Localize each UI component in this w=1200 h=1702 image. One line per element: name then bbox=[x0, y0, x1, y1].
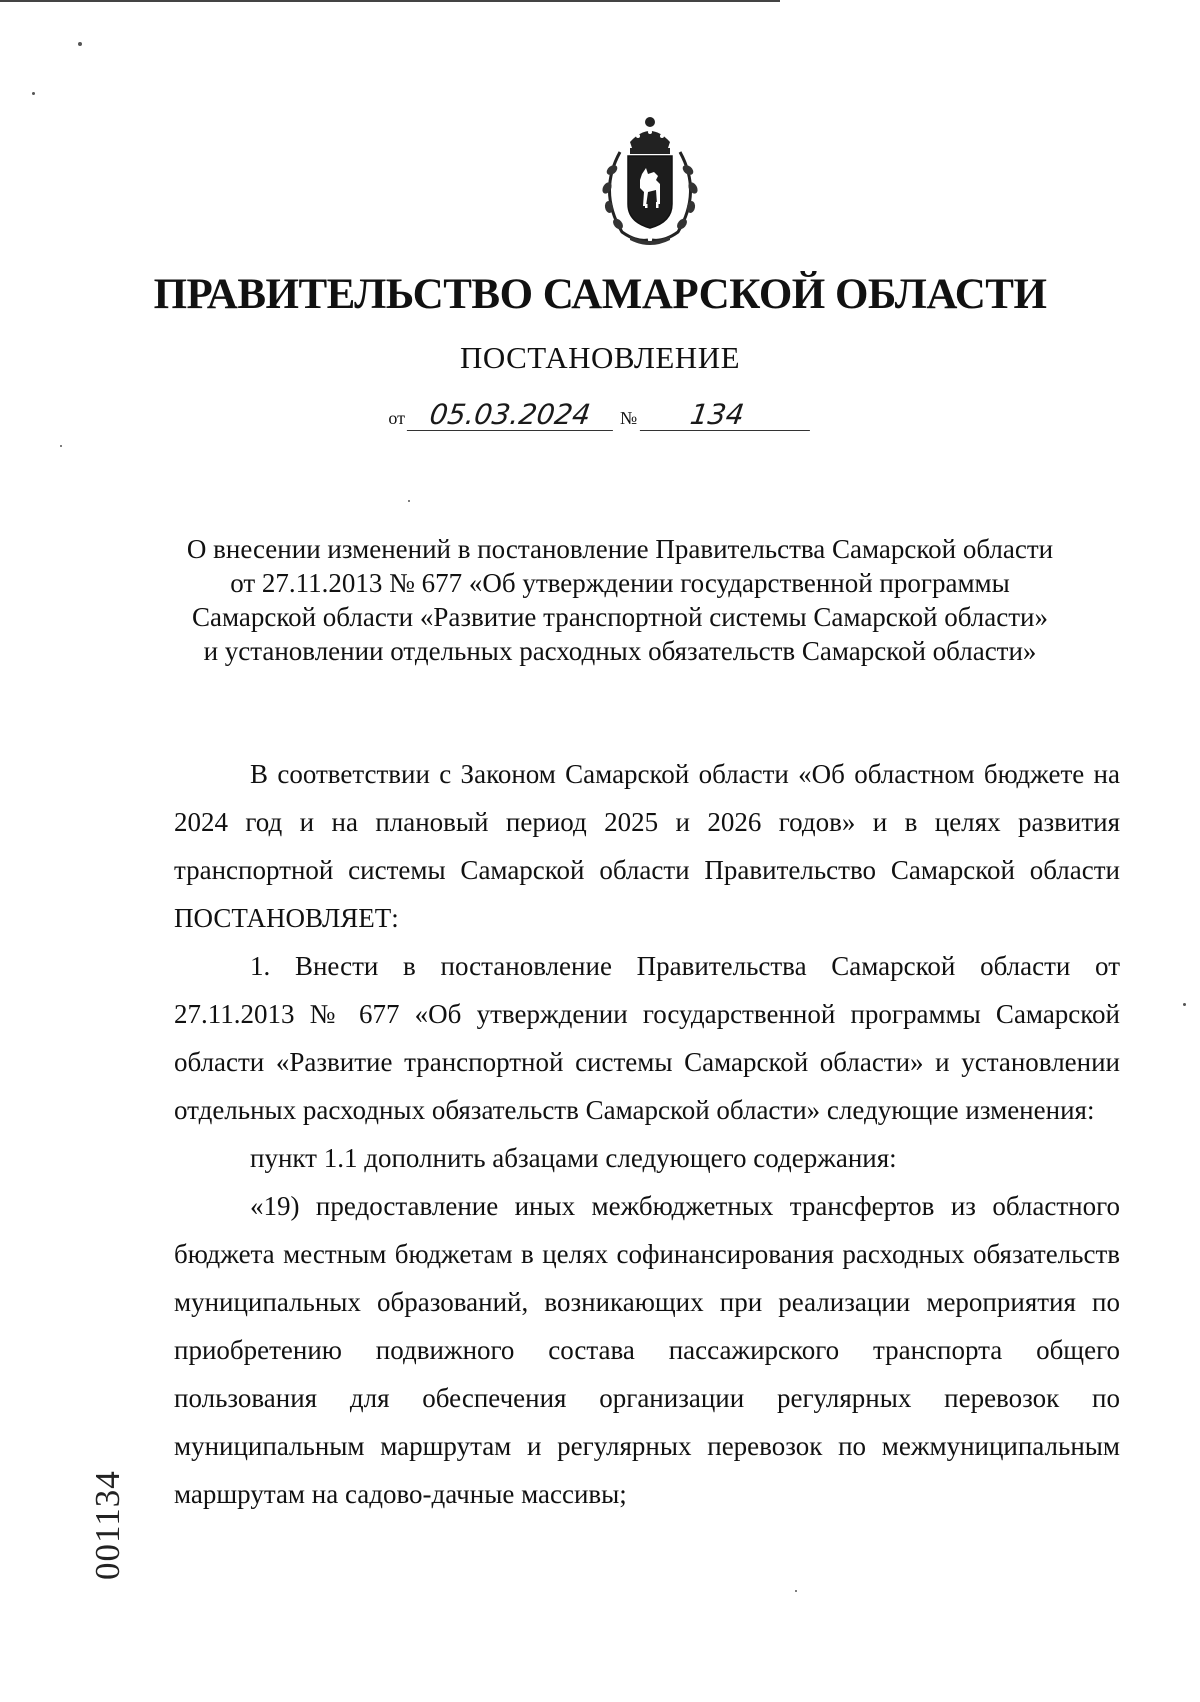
subject-line: Самарской области «Развитие транспортной системы Самарской области» bbox=[192, 602, 1048, 632]
body-paragraph: пункт 1.1 дополнить абзацами следующего содержания: bbox=[250, 1143, 897, 1173]
scan-speck bbox=[408, 500, 410, 502]
scan-speck bbox=[60, 445, 62, 447]
scan-speck bbox=[795, 1590, 797, 1592]
scan-speck bbox=[32, 92, 35, 95]
body-paragraph: 1. Внести в постановление Правительства Самарской области от 27.11.2013 № 677 «Об утверждении государственной программы Самарской области «Развитие транспортной системы Самарской области» и установлении отдельных расходных обязательств Самарской области» следующие изменения: bbox=[174, 951, 1120, 1125]
date-number-line bbox=[0, 400, 1200, 431]
government-title: ПРАВИТЕЛЬСТВО САМАРСКОЙ ОБЛАСТИ bbox=[153, 271, 1047, 318]
document-subject bbox=[150, 532, 1090, 668]
crown-icon bbox=[630, 117, 670, 154]
subject-line: от 27.11.2013 № 677 «Об утверждении государственной программы bbox=[230, 568, 1010, 598]
body-paragraph: «19) предоставление иных межбюджетных трансфертов из областного бюджета местным бюджетам в целях софинансирования расходных обязательств муниципальных образований, возникающих при реализации мероприятия по приобретению подвижного состава пассажирского транспорта общего пользования для обеспечения организации регулярных перевозок по муниципальным маршрутам и регулярных перевозок по межмуниципальным маршрутам на садово-дачные массивы; bbox=[174, 1191, 1120, 1509]
scan-speck bbox=[1183, 1003, 1186, 1006]
body-paragraph: В соответствии с Законом Самарской области «Об областном бюджете на 2024 год и на плановый период 2025 и 2026 годов» и в целях развития транспортной системы Самарской области Правительство Самарской области ПОСТАНОВЛЯЕТ: bbox=[174, 759, 1120, 933]
document-type: ПОСТАНОВЛЕНИЕ bbox=[459, 340, 741, 375]
handwritten-date: 05.03.2024 bbox=[407, 400, 617, 431]
scan-top-edge bbox=[0, 0, 780, 2]
samara-coat-of-arms-icon bbox=[590, 112, 710, 248]
scan-speck bbox=[78, 42, 82, 46]
date-prefix: от bbox=[388, 408, 405, 428]
subject-line: О внесении изменений в постановление Правительства Самарской области bbox=[186, 534, 1054, 564]
handwritten-number: 134 bbox=[639, 400, 813, 431]
document-body bbox=[174, 750, 1120, 1518]
subject-line: и установлении отдельных расходных обязательств Самарской области» bbox=[203, 636, 1037, 666]
number-prefix: № bbox=[619, 408, 638, 428]
margin-document-code: 001134 bbox=[88, 1470, 127, 1580]
